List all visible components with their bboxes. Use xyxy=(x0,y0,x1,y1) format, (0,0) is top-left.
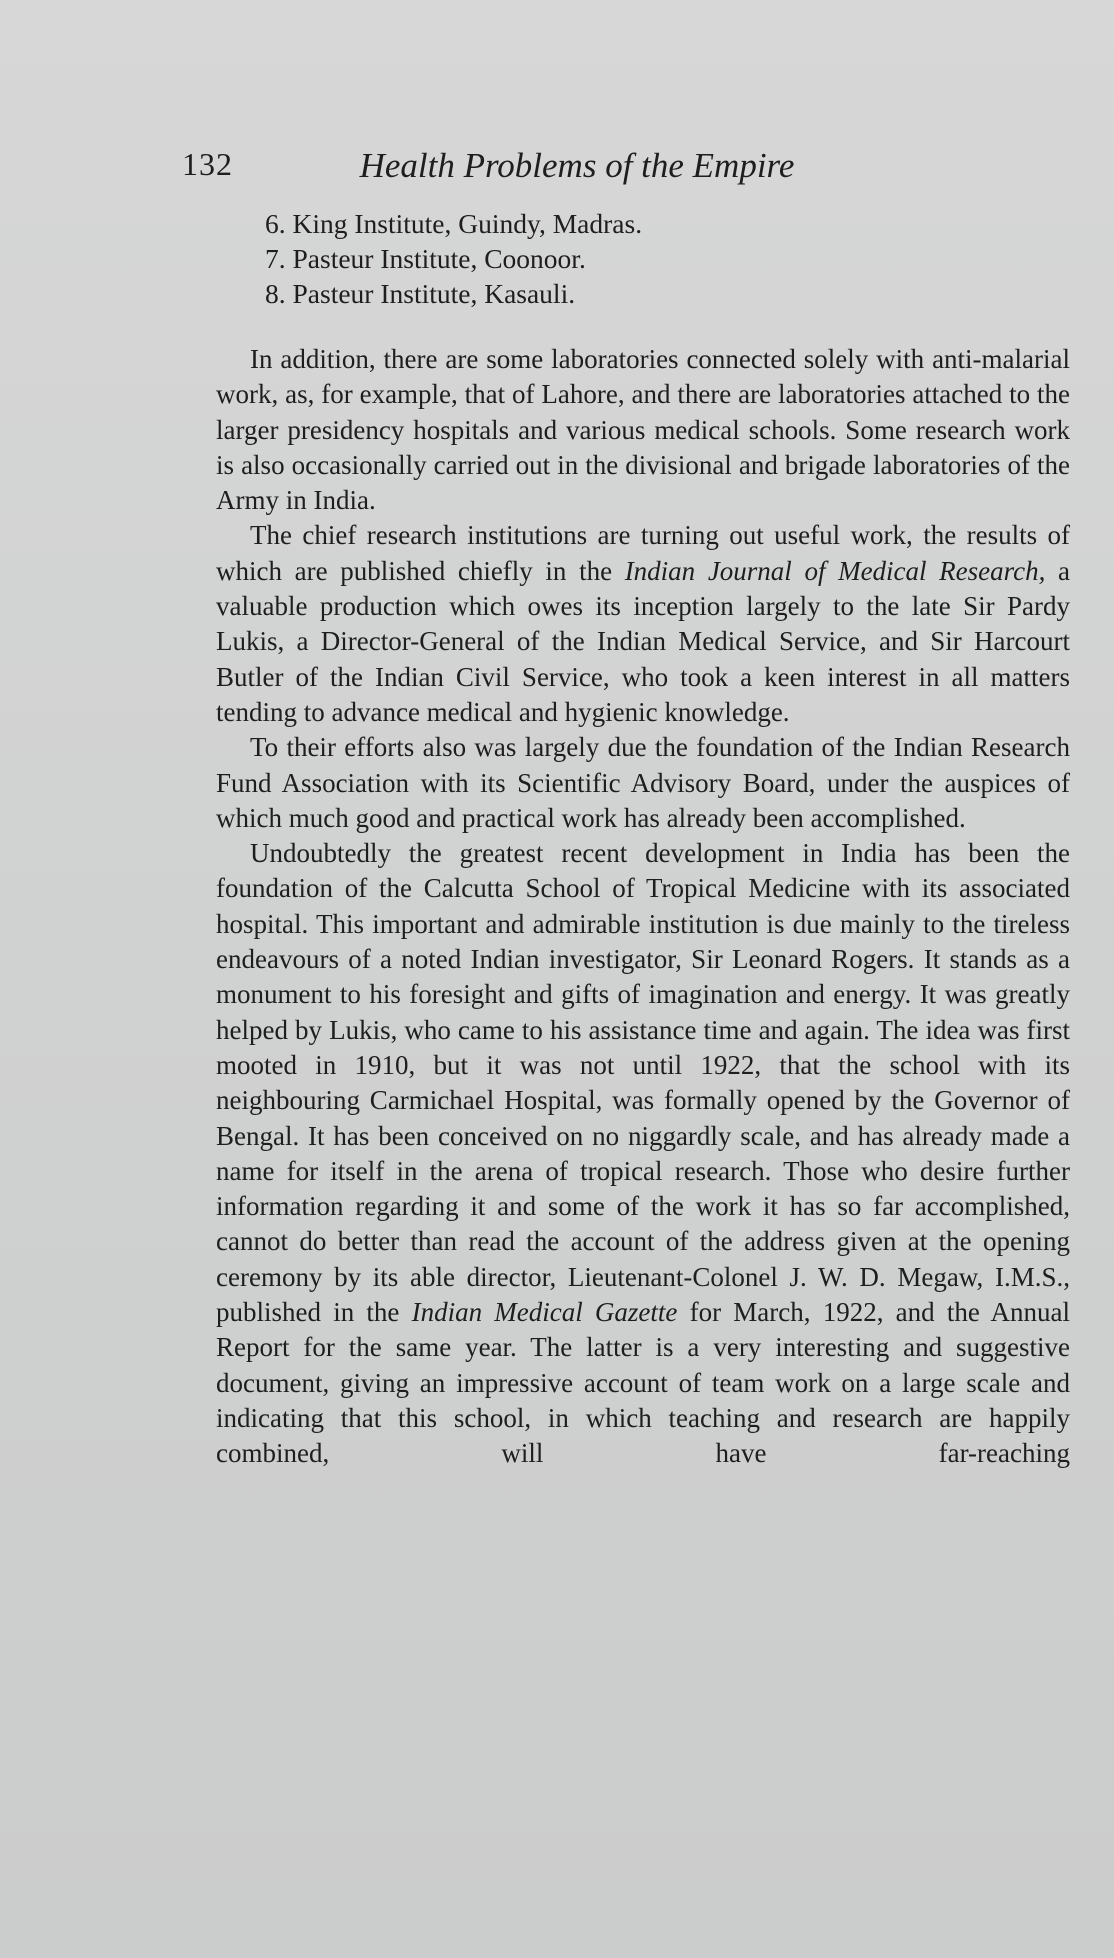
paragraph-text: Undoubtedly the greatest recent development in India has been the foundation of the Calcutta School of Tropical Medicine with its associated hospital. This important and admirable institution is due mainly to the tireless endeavours of a noted Indian investigator, Sir Leonard Rogers. It stands as a monument to his foresight and gifts of imagination and energy. It was greatly helped by Lukis, who came to his assistance time and again. The idea was first mooted in 1910, but it was not until 1922, that the school with its neighbouring Carmichael Hospital, was formally opened by the Governor of Bengal. It has been conceived on no niggardly scale, and has already made a name for itself in the arena of tropical research. Those who desire further information regarding it and some of the work it has so far accomplished, cannot do better than read the account of the address given at the opening ceremony by its able director, Lieutenant-Colonel J. W. D. Megaw, I.M.S., published in the xyxy=(216,838,1070,1328)
paragraph-research-institutions xyxy=(216,518,1070,730)
paragraph-calcutta-school xyxy=(216,836,1070,1471)
body-text xyxy=(216,342,1070,1472)
paragraph-text: The chief research institutions are turning out useful work, the results of which are published chiefly in the xyxy=(216,520,1070,586)
page-number: 132 xyxy=(182,146,233,182)
paragraph-text: a valuable production which owes its inception largely to the late Sir Pardy Lukis, a Director-General of the Indian Medical Service, and Sir Harcourt Butler of the Indian Civil Service, who took a keen interest in all matters tending to advance medical and hygienic knowledge. xyxy=(216,555,1071,727)
list-item: 8. Pasteur Institute, Kasauli. xyxy=(265,278,576,309)
running-title: Health Problems of the Empire xyxy=(359,146,795,185)
paragraph-research-fund: To their efforts also was largely due the foundation of the Indian Research Fund Association with its Scientific Advisory Board, under the auspices of which much good and practical work has already been accomplished. xyxy=(216,732,1070,833)
institute-list xyxy=(265,206,642,311)
gazette-title: Indian Medical Gazette xyxy=(411,1297,678,1328)
list-item: 7. Pasteur Institute, Coonoor. xyxy=(265,243,586,274)
paragraph-text: for March, 1922, and the Annual Report for the same year. The latter is a very interesting and suggestive document, giving an impressive account of team work on a large scale and indicating that this school, in which teaching and research are happily combined, will have far-reaching xyxy=(216,1297,1070,1469)
paragraph-laboratories: In addition, there are some laboratories connected solely with anti-malarial work, as, for example, that of Lahore, and there are laboratories attached to the larger presidency hospitals and various medical schools. Some research work is also occasionally carried out in the divisional and brigade laboratories of the Army in India. xyxy=(216,344,1070,516)
journal-title: Indian Journal of Medical Research, xyxy=(624,555,1046,586)
list-item: 6. King Institute, Guindy, Madras. xyxy=(265,208,643,239)
page-header xyxy=(182,146,942,196)
